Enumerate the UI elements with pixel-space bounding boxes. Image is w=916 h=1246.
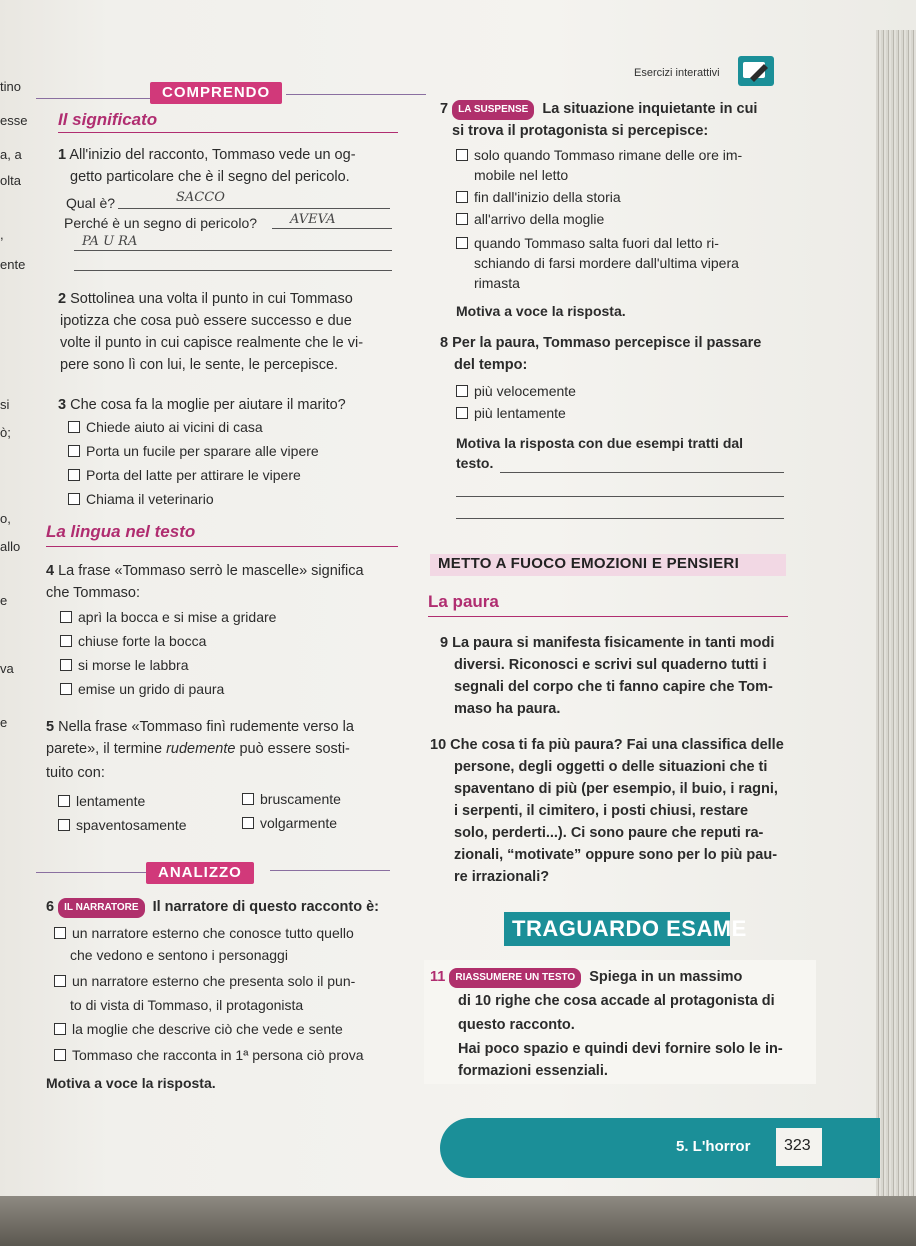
question-text: pere sono lì con lui, le sente, le percepisce. (60, 357, 339, 373)
option-label: all'arrivo della moglie (474, 211, 605, 227)
checkbox[interactable] (68, 421, 80, 433)
question-number: 1 (58, 147, 67, 163)
topic-tag: IL NARRATORE (58, 898, 144, 918)
option-label: più velocemente (474, 383, 576, 399)
edge-fragment: olta (0, 173, 21, 188)
checkbox[interactable] (60, 659, 72, 671)
question-text: di 10 righe che cosa accade al protagonista di (458, 993, 775, 1009)
edge-fragment: ò; (0, 425, 11, 440)
question-text: può essere sosti- (235, 741, 350, 757)
option-label: lentamente (76, 793, 146, 809)
option-label: Tommaso che racconta in 1ª persona ciò prova (72, 1047, 364, 1063)
option-row[interactable] (456, 234, 719, 252)
question-text: tuito con: (46, 765, 105, 781)
section-metto-a-fuoco: METTO A FUOCO EMOZIONI E PENSIERI (438, 555, 740, 572)
option-label: si morse le labbra (78, 657, 189, 673)
checkbox[interactable] (54, 975, 66, 987)
handwritten-answer[interactable]: PA U RA (82, 234, 138, 249)
checkbox[interactable] (60, 611, 72, 623)
motiva-note: Motiva la risposta con due esempi tratti dal (456, 435, 744, 451)
option-label: to di vista di Tommaso, il protagonista (70, 997, 304, 1013)
page-number: 323 (784, 1137, 811, 1154)
option-label: un narratore esterno che conosce tutto quello (72, 925, 354, 941)
question-text: i serpenti, il cimitero, i posti chiusi, restare (454, 803, 749, 819)
question-text: segnali del corpo che ti fanno capire che Tom- (454, 679, 773, 695)
handwritten-answer[interactable]: SACCO (176, 190, 225, 205)
motiva-note: Motiva a voce la risposta. (456, 303, 626, 319)
checkbox[interactable] (68, 493, 80, 505)
question-text: Per la paura, Tommaso percepisce il passare (452, 335, 762, 351)
question-text: ipotizza che cosa può essere successo e due (60, 313, 352, 329)
option-row[interactable] (54, 1020, 343, 1038)
edge-fragment: tino (0, 79, 21, 94)
question-text: Sottolinea una volta il punto in cui Tommaso (70, 291, 353, 307)
edge-fragment: ente (0, 257, 26, 272)
edge-fragment: e (0, 715, 8, 730)
option-label: Porta del latte per attirare le vipere (86, 467, 301, 483)
question-text: re irrazionali? (454, 869, 550, 885)
option-label: rimasta (474, 275, 520, 291)
question-text: questo racconto. (458, 1017, 575, 1033)
edge-fragment: a, a (0, 147, 22, 162)
edge-fragment: si (0, 397, 10, 412)
edge-fragment: e (0, 593, 8, 608)
topic-tag: LA SUSPENSE (452, 100, 534, 120)
option-row[interactable] (68, 466, 301, 484)
option-row[interactable] (58, 816, 187, 834)
option-row[interactable] (54, 972, 355, 990)
option-row[interactable] (68, 490, 214, 508)
question-text: che Tommaso: (46, 585, 141, 601)
question-number: 3 (58, 397, 67, 413)
checkbox[interactable] (68, 469, 80, 481)
option-label: che vedono e sentono i personaggi (70, 947, 288, 963)
question-number: 10 (430, 737, 447, 753)
question-text: persone, degli oggetti o delle situazioni che ti (454, 759, 768, 775)
option-row[interactable] (242, 790, 341, 808)
page-edges (876, 30, 916, 1210)
question-text: La situazione inquietante in cui (542, 101, 758, 117)
question-number: 4 (46, 563, 55, 579)
subsection-significato: Il significato (58, 110, 158, 129)
subsection-paura: La paura (428, 592, 499, 611)
question-text: spaventano di più (per esempio, il buio, i ragni, (454, 781, 778, 797)
topic-tag: RIASSUMERE UN TESTO (449, 968, 581, 988)
option-label: Chiede aiuto ai vicini di casa (86, 419, 263, 435)
option-row[interactable] (60, 632, 206, 650)
question-text: Che cosa ti fa più paura? Fai una classifica delle (450, 737, 784, 753)
option-label: più lentamente (474, 405, 566, 421)
option-label: Porta un fucile per sparare alle vipere (86, 443, 319, 459)
checkbox[interactable] (456, 407, 468, 419)
option-row[interactable] (68, 418, 263, 436)
question-text: Spiega in un massimo (589, 969, 743, 985)
checkbox[interactable] (58, 819, 70, 831)
checkbox[interactable] (60, 635, 72, 647)
checkbox[interactable] (54, 1023, 66, 1035)
checkbox[interactable] (456, 385, 468, 397)
checkbox[interactable] (58, 795, 70, 807)
handwritten-answer[interactable]: AVEVA (290, 212, 336, 227)
motiva-note: testo. (456, 455, 494, 471)
question-text: solo, perderti...). Ci sono paure che reputi ra- (454, 825, 764, 841)
question-number: 8 (440, 335, 449, 351)
option-label: Chiama il veterinario (86, 491, 214, 507)
exam-title: TRAGUARDO ESAME (512, 916, 747, 941)
option-label: bruscamente (260, 791, 341, 807)
option-row[interactable] (456, 382, 576, 400)
option-row[interactable] (456, 188, 621, 206)
edge-fragment: va (0, 661, 14, 676)
question-number: 5 (46, 719, 55, 735)
prompt-label: Qual è? (66, 195, 116, 211)
pencil-icon[interactable] (738, 56, 774, 86)
edge-fragment: o, (0, 511, 11, 526)
question-text: La frase «Tommaso serrò le mascelle» significa (58, 563, 364, 579)
question-text: si trova il protagonista si percepisce: (452, 123, 709, 139)
question-text: diversi. Riconosci e scrivi sul quaderno tutti i (454, 657, 767, 673)
section-comprendo: COMPRENDO (150, 82, 282, 104)
interactive-exercises-label: Esercizi interattivi (634, 67, 720, 79)
option-row[interactable] (456, 210, 604, 228)
edge-fragment: , (0, 227, 4, 242)
option-label: solo quando Tommaso rimane delle ore im- (474, 147, 743, 163)
option-row[interactable] (58, 792, 145, 810)
section-analizzo: ANALIZZO (146, 862, 254, 884)
option-label: un narratore esterno che presenta solo il pun- (72, 973, 356, 989)
option-row[interactable] (456, 404, 566, 422)
option-label: emise un grido di paura (78, 681, 225, 697)
question-text: parete», il termine (46, 741, 167, 757)
motiva-note: Motiva a voce la risposta. (46, 1075, 216, 1091)
option-label: fin dall'inizio della storia (474, 189, 621, 205)
question-text: Il narratore di questo racconto è: (152, 899, 380, 915)
checkbox[interactable] (54, 927, 66, 939)
option-row[interactable] (60, 656, 189, 674)
question-text: del tempo: (454, 357, 528, 373)
question-text: Che cosa fa la moglie per aiutare il marito? (70, 397, 346, 413)
question-text: formazioni essenziali. (458, 1063, 608, 1079)
option-label: spaventosamente (76, 817, 187, 833)
option-row[interactable] (60, 680, 224, 698)
question-text: All'inizio del racconto, Tommaso vede un og- (69, 147, 356, 163)
question-text: Nella frase «Tommaso finì rudemente verso la (58, 719, 354, 735)
question-number: 11 (430, 969, 446, 985)
checkbox[interactable] (456, 237, 468, 249)
option-label: quando Tommaso salta fuori dal letto ri- (474, 235, 719, 251)
table-background (0, 1196, 916, 1246)
subsection-lingua: La lingua nel testo (46, 522, 196, 541)
option-label: mobile nel letto (474, 167, 569, 183)
checkbox[interactable] (456, 213, 468, 225)
option-label: volgarmente (260, 815, 338, 831)
checkbox[interactable] (456, 191, 468, 203)
checkbox[interactable] (242, 793, 254, 805)
question-number: 9 (440, 635, 449, 651)
edge-fragment: esse (0, 113, 28, 128)
option-label: la moglie che descrive ciò che vede e sente (72, 1021, 343, 1037)
question-text: getto particolare che è il segno del pericolo. (70, 169, 350, 185)
checkbox[interactable] (54, 1049, 66, 1061)
prompt-label: Perché è un segno di pericolo? (64, 215, 258, 231)
option-row[interactable] (54, 1046, 364, 1064)
option-label: chiuse forte la bocca (78, 633, 207, 649)
option-row[interactable] (242, 814, 337, 832)
question-number: 6 (46, 899, 55, 915)
checkbox[interactable] (242, 817, 254, 829)
option-row[interactable] (68, 442, 319, 460)
checkbox[interactable] (60, 683, 72, 695)
checkbox[interactable] (456, 149, 468, 161)
question-number: 7 (440, 101, 449, 117)
option-row[interactable] (54, 924, 354, 942)
question-number: 2 (58, 291, 67, 307)
question-text: volte il punto in cui capisce realmente che le vi- (60, 335, 364, 351)
chapter-label: 5. L'horror (676, 1138, 751, 1155)
edge-fragment: allo (0, 539, 21, 554)
question-text: maso ha paura. (454, 701, 561, 717)
question-text: Hai poco spazio e quindi devi fornire solo le in- (458, 1041, 783, 1057)
question-keyword: rudemente (166, 741, 236, 757)
option-label: schiando di farsi mordere dall'ultima vipera (474, 255, 739, 271)
option-row[interactable] (456, 146, 742, 164)
option-label: aprì la bocca e si mise a gridare (78, 609, 277, 625)
question-text: zionali, “motivate” oppure sono per lo più pau- (454, 847, 778, 863)
question-text: La paura si manifesta fisicamente in tanti modi (452, 635, 775, 651)
checkbox[interactable] (68, 445, 80, 457)
option-row[interactable] (60, 608, 276, 626)
